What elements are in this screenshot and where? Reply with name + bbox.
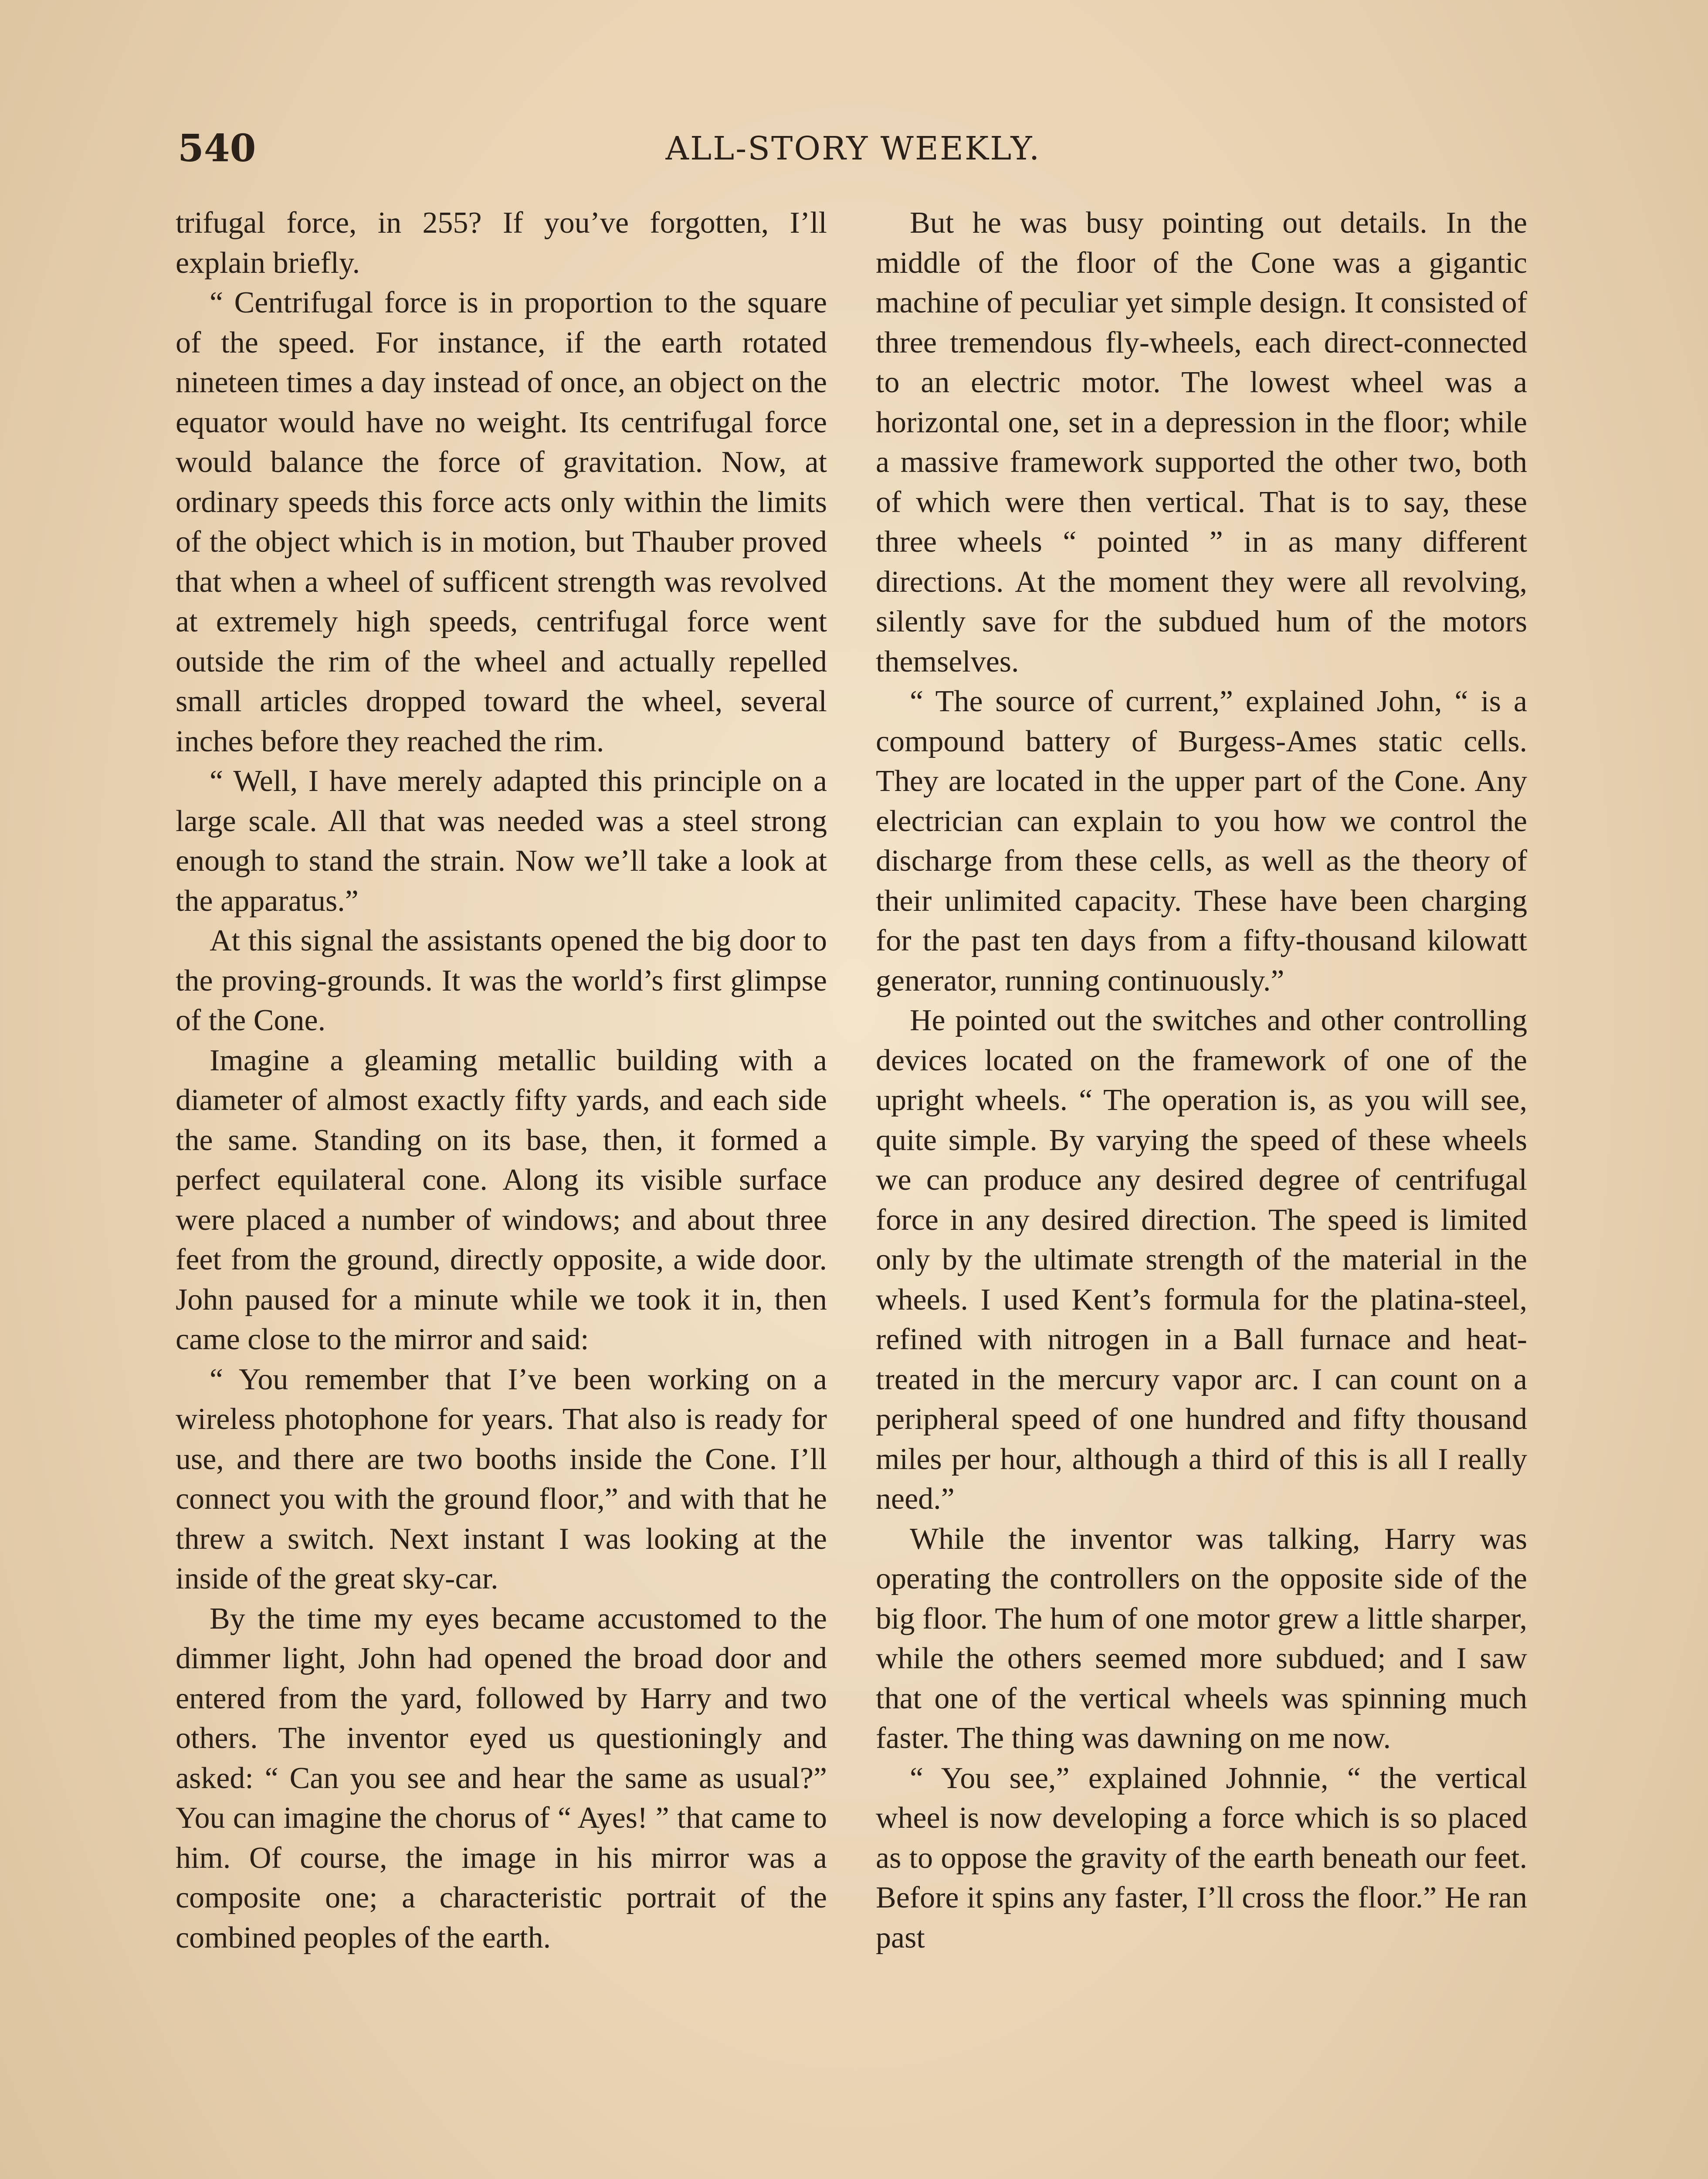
left-column bbox=[176, 203, 827, 1958]
paragraph: But he was busy pointing out details. In the middle of the floor of the Cone was a gigantic machine of peculiar yet simple design. It consisted of three tremendous fly-wheels, each direct-connected to an electric motor. The lowest wheel was a horizontal one, set in a depression in the floor; while a massive framework supported the other two, both of which were then vertical. That is to say, these three wheels “ pointed ” in as many different directions. At the moment they were all revolving, silently save for the subdued hum of the motors themselves. bbox=[876, 206, 1527, 679]
paragraph: “ Well, I have merely adapted this principle on a large scale. All that was needed was a steel strong enough to stand the strain. Now we’ll take a look at the apparatus.” bbox=[176, 764, 827, 918]
paragraph: He pointed out the switches and other controlling devices located on the framework of one of the upright wheels. “ The operation is, as you will see, quite simple. By varying the speed of these wheels we can produce any desired degree of centrifugal force in any desired direction. The speed is limited only by the ultimate strength of the material in the wheels. I used Kent’s formula for the platina-steel, refined with nitrogen in a Ball furnace and heat-treated in the mercury vapor arc. I can count on a peripheral speed of one hundred and fifty thousand miles per hour, although a third of this is all I really need.” bbox=[876, 1004, 1527, 1516]
running-title: ALL-STORY WEEKLY. bbox=[665, 130, 1041, 167]
paragraph: “ You see,” explained Johnnie, “ the vertical wheel is now developing a force which is so placed as to oppose the gravity of the earth beneath our feet. Before it spins any faster, I’ll cross the floor.” He ran past bbox=[876, 1761, 1527, 1955]
paragraph: “ Centrifugal force is in proportion to the square of the speed. For instance, if the earth rotated nineteen times a day instead of once, an object on the equator would have no weight. Its centrifugal force would balance the force of gravitation. Now, at ordinary speeds this force acts only within the limits of the object which is in motion, but Thauber proved that when a wheel of sufficent strength was revolved at extremely high speeds, centrifugal force went outside the rim of the wheel and actually repelled small articles dropped toward the wheel, several inches before they reached the rim. bbox=[176, 286, 827, 758]
paragraph: trifugal force, in 255? If you’ve forgotten, I’ll explain briefly. bbox=[176, 206, 827, 280]
paragraph: While the inventor was talking, Harry was operating the controllers on the opposite side of the big floor. The hum of one motor grew a little sharper, while the others seemed more subdued; and I saw that one of the vertical wheels was spinning much faster. The thing was dawning on me now. bbox=[876, 1522, 1527, 1755]
page-number: 540 bbox=[178, 126, 256, 170]
paragraph: “ You remember that I’ve been working on a wireless photophone for years. That also is ready for use, and there are two booths inside the Cone. I’ll connect you with the ground floor,” and with that he threw a switch. Next instant I was looking at the inside of the great sky-car. bbox=[176, 1362, 827, 1595]
page-header bbox=[178, 125, 1533, 181]
right-column bbox=[876, 203, 1527, 1958]
paragraph: By the time my eyes became accustomed to the dimmer light, John had opened the broad door and entered from the yard, followed by Harry and two others. The inventor eyed us questioningly and asked: “ Can you see and hear the same as usual?” You can imagine the chorus of “ Ayes! ” that came to him. Of course, the image in his mirror was a composite one; a characteristic portrait of the combined peoples of the earth. bbox=[176, 1602, 827, 1955]
paragraph: At this signal the assistants opened the big door to the proving-grounds. It was the world’s first glimpse of the Cone. bbox=[176, 924, 827, 1037]
paragraph: “ The source of current,” explained John, “ is a compound battery of Burgess-Ames static cells. They are located in the upper part of the Cone. Any electrician can explain to you how we control the discharge from these cells, as well as the theory of their unlimited capacity. These have been charging for the past ten days from a fifty-thousand kilowatt generator, running continuously.” bbox=[876, 685, 1527, 998]
paragraph: Imagine a gleaming metallic building with a diameter of almost exactly fifty yards, and each side the same. Standing on its base, then, it formed a perfect equilateral cone. Along its visible surface were placed a number of windows; and about three feet from the ground, directly opposite, a wide door. John paused for a minute while we took it in, then came close to the mirror and said: bbox=[176, 1043, 827, 1356]
